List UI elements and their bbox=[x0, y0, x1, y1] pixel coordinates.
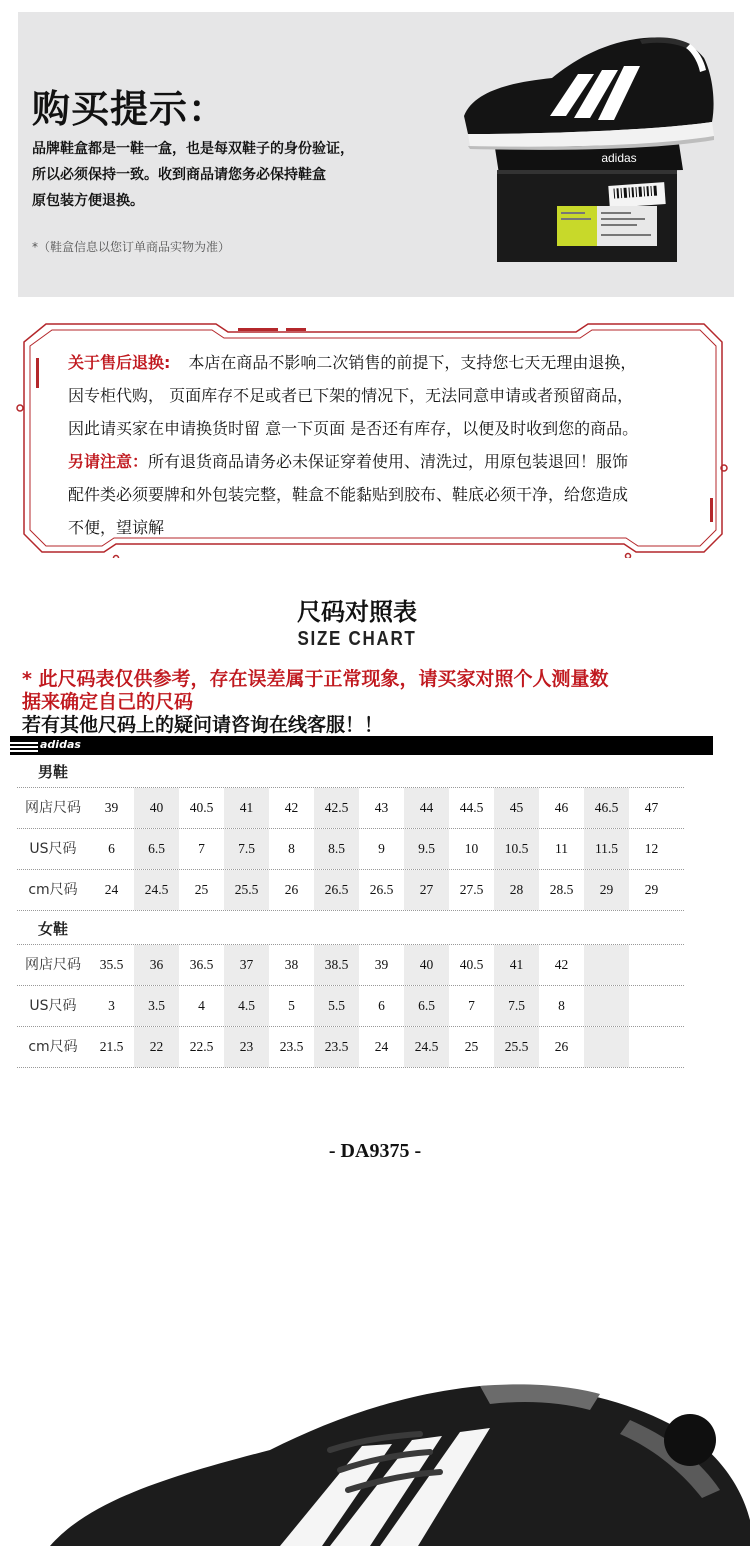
brand-name: adidas bbox=[40, 738, 81, 751]
table-cell: 47 bbox=[644, 800, 659, 815]
brand-bar bbox=[10, 736, 713, 755]
after-sales-text-4: 所有退货商品请务必未保证穿着使用、清洗过，用原包装退回！服饰 bbox=[148, 452, 629, 471]
purchase-tips-panel bbox=[18, 12, 734, 297]
after-sales-line-5: 配件类必须要牌和外包装完整，鞋盒不能黏贴到胶布、鞋底必须干净，给您造成 bbox=[68, 485, 629, 504]
table-cell: 36 bbox=[134, 945, 179, 985]
row-label: 网店尺码 bbox=[25, 800, 81, 816]
table-cell: 44 bbox=[404, 788, 449, 828]
size-warning-line-2: 据来确定自己的尺码 bbox=[22, 691, 194, 713]
table-cell: 26 bbox=[284, 882, 299, 897]
table-row bbox=[17, 945, 684, 986]
table-cell: 43 bbox=[374, 800, 389, 815]
table-cell: 11 bbox=[555, 841, 568, 856]
after-sales-line-6: 不便，望谅解 bbox=[68, 518, 165, 537]
table-cell: 28.5 bbox=[549, 882, 574, 897]
table-row bbox=[17, 829, 684, 870]
table-cell: 25 bbox=[464, 1039, 479, 1054]
brand-stripe-icon bbox=[10, 742, 38, 744]
table-cell: 42 bbox=[284, 800, 299, 815]
size-chart-title: 尺码对照表 bbox=[297, 598, 417, 626]
table-cell: 28 bbox=[494, 870, 539, 910]
table-cell bbox=[629, 945, 674, 985]
men-shoes-label: 男鞋 bbox=[38, 763, 69, 781]
table-cell bbox=[629, 1027, 674, 1067]
tips-line-2: 所以必须保持一致。收到商品请您务必保持鞋盒 bbox=[32, 167, 326, 183]
table-cell: 7 bbox=[198, 841, 205, 856]
table-cell: 25 bbox=[194, 882, 209, 897]
table-cell: 38 bbox=[284, 957, 299, 972]
row-label: US尺码 bbox=[29, 841, 77, 857]
table-cell: 7.5 bbox=[224, 829, 269, 869]
table-cell: 35.5 bbox=[99, 957, 124, 972]
table-cell: 6.5 bbox=[134, 829, 179, 869]
table-cell: 6 bbox=[108, 841, 115, 856]
size-warning-line-1: * 此尺码表仅供参考，存在误差属于正常现象，请买家对照个人测量数 bbox=[22, 668, 609, 690]
table-cell: 8 bbox=[288, 841, 295, 856]
table-row bbox=[17, 986, 684, 1027]
model-number: - DA9375 - bbox=[328, 1140, 422, 1162]
table-cell: 27 bbox=[404, 870, 449, 910]
table-cell: 27.5 bbox=[459, 882, 484, 897]
table-cell: 40.5 bbox=[459, 957, 484, 972]
table-cell: 26.5 bbox=[314, 870, 359, 910]
tips-line-1: 品牌鞋盒都是一鞋一盒，也是每双鞋子的身份验证， bbox=[32, 141, 354, 157]
table-cell: 42.5 bbox=[314, 788, 359, 828]
after-sales-line-1 bbox=[68, 350, 636, 373]
tips-line-3: 原包装方便退换。 bbox=[32, 193, 144, 209]
size-ask-service: 若有其他尺码上的疑问请咨询在线客服！！ bbox=[22, 714, 384, 736]
table-row bbox=[17, 788, 684, 829]
table-row bbox=[17, 1027, 684, 1068]
women-shoes-label: 女鞋 bbox=[38, 920, 69, 938]
table-cell: 5.5 bbox=[314, 986, 359, 1026]
table-cell: 7 bbox=[468, 998, 475, 1013]
row-label: cm尺码 bbox=[28, 882, 78, 898]
table-cell: 12 bbox=[644, 841, 659, 856]
notice-heading: 另请注意： bbox=[68, 452, 149, 471]
table-cell: 40.5 bbox=[189, 800, 214, 815]
shoe-product-image bbox=[30, 1380, 750, 1546]
table-cell: 26.5 bbox=[369, 882, 394, 897]
row-label: cm尺码 bbox=[28, 1039, 78, 1055]
table-cell: 5 bbox=[288, 998, 295, 1013]
after-sales-text-1: 本店在商品不影响二次销售的前提下，支持您七天无理由退换， bbox=[188, 353, 637, 372]
table-cell: 9 bbox=[378, 841, 385, 856]
table-cell: 39 bbox=[104, 800, 119, 815]
row-label: 网店尺码 bbox=[25, 957, 81, 973]
table-cell: 8.5 bbox=[314, 829, 359, 869]
table-cell: 40 bbox=[404, 945, 449, 985]
box-brand-text: adidas bbox=[601, 151, 637, 165]
table-cell: 24.5 bbox=[134, 870, 179, 910]
table-cell: 4 bbox=[198, 998, 205, 1013]
table-cell: 36.5 bbox=[189, 957, 214, 972]
brand-stripe-icon bbox=[10, 750, 38, 752]
after-sales-heading: 关于售后退换: bbox=[68, 353, 171, 372]
table-cell: 22 bbox=[134, 1027, 179, 1067]
after-sales-line-4 bbox=[68, 449, 628, 472]
table-cell: 9.5 bbox=[404, 829, 449, 869]
shoe-top-image bbox=[454, 30, 718, 150]
shoe-box-image bbox=[489, 140, 685, 264]
table-cell: 7.5 bbox=[494, 986, 539, 1026]
table-cell: 10 bbox=[464, 841, 479, 856]
table-row bbox=[17, 870, 684, 911]
table-cell bbox=[584, 1027, 629, 1067]
table-cell: 45 bbox=[494, 788, 539, 828]
table-cell: 39 bbox=[374, 957, 389, 972]
table-cell: 3 bbox=[108, 998, 115, 1013]
table-cell: 26 bbox=[554, 1039, 569, 1054]
table-cell: 44.5 bbox=[459, 800, 484, 815]
table-cell: 3.5 bbox=[134, 986, 179, 1026]
table-cell bbox=[629, 986, 674, 1026]
table-cell: 6.5 bbox=[404, 986, 449, 1026]
table-cell: 23 bbox=[224, 1027, 269, 1067]
table-cell: 46.5 bbox=[584, 788, 629, 828]
table-cell: 25.5 bbox=[224, 870, 269, 910]
table-cell: 29 bbox=[584, 870, 629, 910]
after-sales-notice bbox=[16, 318, 734, 558]
table-cell bbox=[584, 986, 629, 1026]
table-cell: 4.5 bbox=[224, 986, 269, 1026]
table-cell: 24 bbox=[374, 1039, 389, 1054]
table-cell: 23.5 bbox=[314, 1027, 359, 1067]
table-cell bbox=[584, 945, 629, 985]
tips-title: 购买提示： bbox=[32, 87, 228, 131]
table-cell: 22.5 bbox=[189, 1039, 214, 1054]
table-cell: 21.5 bbox=[99, 1039, 124, 1054]
table-cell: 24 bbox=[104, 882, 119, 897]
table-cell: 37 bbox=[224, 945, 269, 985]
table-cell: 11.5 bbox=[584, 829, 629, 869]
table-cell: 8 bbox=[558, 998, 565, 1013]
table-cell: 24.5 bbox=[404, 1027, 449, 1067]
table-cell: 46 bbox=[554, 800, 569, 815]
after-sales-line-2: 因专柜代购， 页面库存不足或者已下架的情况下，无法同意申请或者预留商品， bbox=[68, 386, 634, 405]
row-label: US尺码 bbox=[29, 998, 77, 1014]
size-chart-subtitle: SIZE CHART bbox=[297, 628, 417, 650]
table-cell: 41 bbox=[224, 788, 269, 828]
table-cell: 23.5 bbox=[279, 1039, 304, 1054]
table-cell: 38.5 bbox=[314, 945, 359, 985]
table-cell: 40 bbox=[134, 788, 179, 828]
table-cell: 10.5 bbox=[494, 829, 539, 869]
after-sales-line-3: 因此请买家在申请换货时留 意一下页面 是否还有库存，以便及时收到您的商品。 bbox=[68, 419, 639, 438]
brand-stripe-icon bbox=[10, 746, 38, 748]
table-cell: 29 bbox=[644, 882, 659, 897]
tips-note: *（鞋盒信息以您订单商品实物为准） bbox=[32, 240, 231, 254]
table-cell: 6 bbox=[378, 998, 385, 1013]
table-cell: 25.5 bbox=[494, 1027, 539, 1067]
table-cell: 42 bbox=[554, 957, 569, 972]
table-cell: 41 bbox=[494, 945, 539, 985]
